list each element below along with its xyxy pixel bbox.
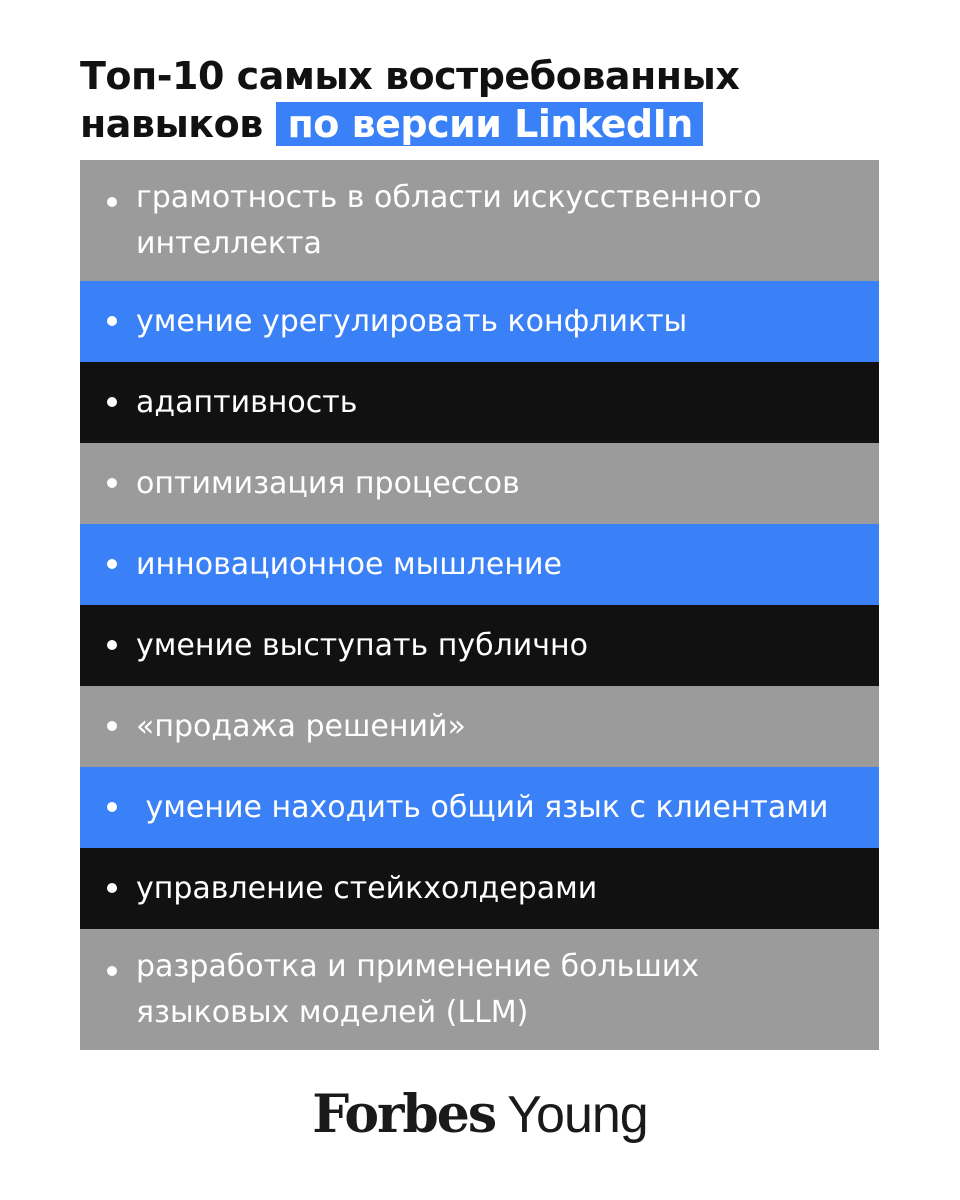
skill-item-1 — [80, 160, 879, 281]
skill-text: адаптивность — [136, 384, 358, 420]
bullet-icon — [107, 802, 117, 812]
logo-young: Young — [507, 1086, 648, 1144]
bullet-icon — [107, 197, 117, 207]
bullet-icon — [107, 478, 117, 488]
skill-text: разработка и применение больших языковых моделей (LLM) — [136, 948, 700, 1030]
skill-text: «продажа решений» — [136, 708, 466, 744]
skill-text: управление стейкхолдерами — [136, 870, 598, 906]
title-line-2-text: навыков — [80, 102, 263, 146]
bullet-icon — [107, 559, 117, 569]
skill-text: умение урегулировать конфликты — [136, 303, 688, 339]
page-title — [80, 52, 900, 148]
skills-list — [80, 160, 879, 1050]
skill-item-10 — [80, 929, 879, 1050]
skill-item-2 — [80, 281, 879, 362]
skill-text: умение выступать публично — [136, 627, 588, 663]
bullet-icon — [107, 640, 117, 650]
bullet-icon — [107, 966, 117, 976]
brand-logo — [0, 1085, 960, 1145]
skill-item-9 — [80, 848, 879, 929]
bullet-icon — [107, 721, 117, 731]
title-line-1: Топ-10 самых востребованных — [80, 54, 740, 98]
skill-item-7 — [80, 686, 879, 767]
skill-text: грамотность в области искусственного интеллекта — [136, 179, 762, 261]
title-line-2 — [80, 100, 900, 148]
bullet-icon — [107, 883, 117, 893]
skill-item-6 — [80, 605, 879, 686]
skill-text: умение находить общий язык с клиентами — [136, 789, 829, 825]
skill-item-4 — [80, 443, 879, 524]
logo-forbes: Forbes — [312, 1084, 496, 1145]
bullet-icon — [107, 397, 117, 407]
bullet-icon — [107, 316, 117, 326]
skill-text: оптимизация процессов — [136, 465, 520, 501]
skill-item-8 — [80, 767, 879, 848]
skill-text: инновационное мышление — [136, 546, 562, 582]
skill-item-5 — [80, 524, 879, 605]
title-highlight: по версии LinkedIn — [276, 102, 703, 146]
skill-item-3 — [80, 362, 879, 443]
